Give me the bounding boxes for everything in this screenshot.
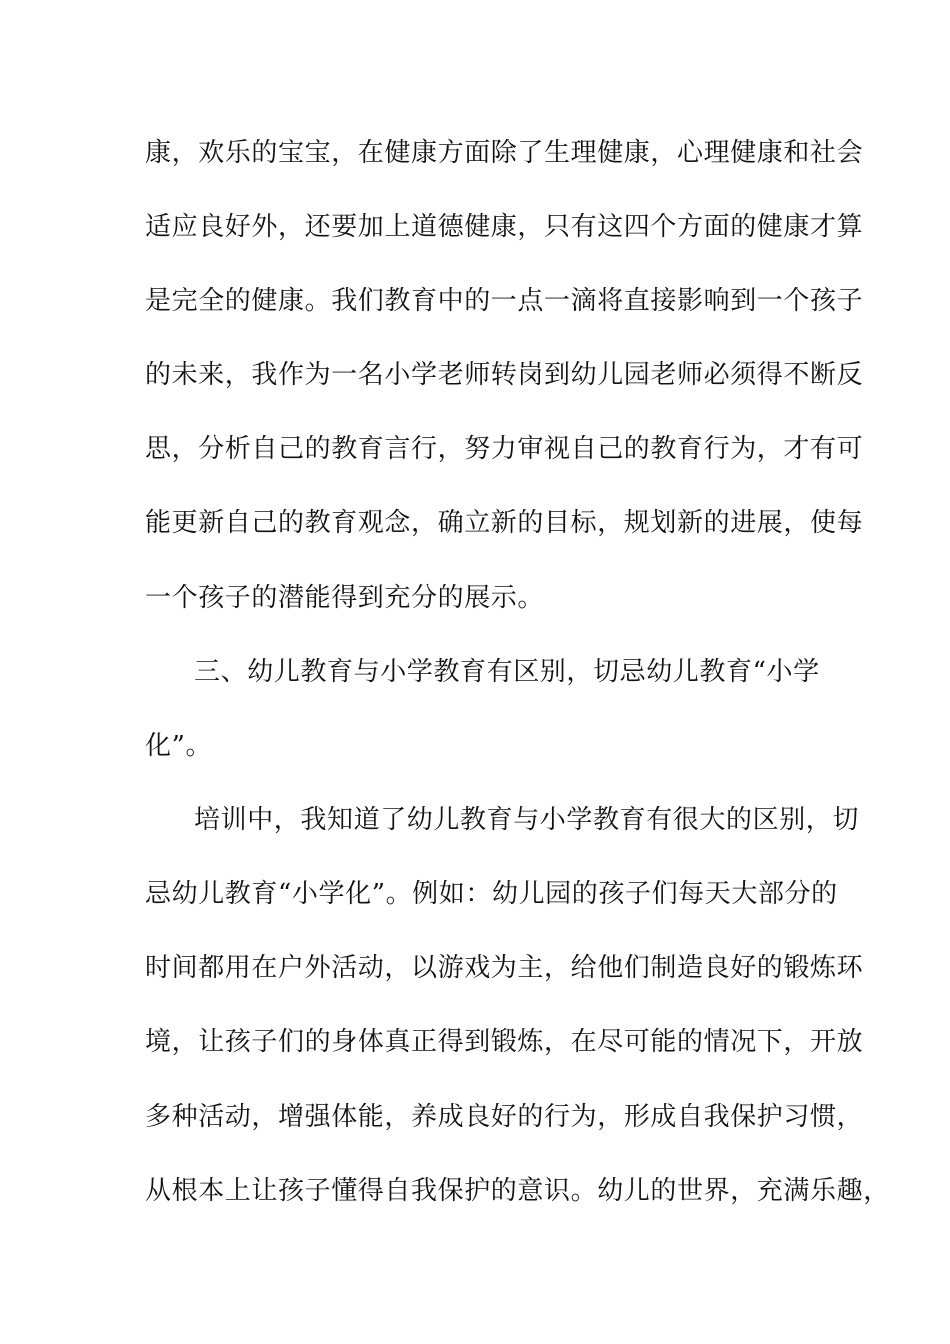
body-text-line: 多种活动，增强体能，养成良好的行为，形成自我保护习惯， [145, 1102, 864, 1132]
body-text-line: 适应良好外，还要加上道德健康，只有这四个方面的健康才算 [145, 212, 864, 242]
body-text-line: 能更新自己的教育观念，确立新的目标，规划新的进展，使每 [145, 508, 864, 538]
body-text-line: 时间都用在户外活动，以游戏为主，给他们制造良好的锻炼环 [145, 953, 864, 983]
body-text-line: 一个孩子的潜能得到充分的展示。 [145, 583, 545, 613]
body-text-line: 从根本上让孩子懂得自我保护的意识。幼儿的世界，充满乐趣， [145, 1176, 890, 1206]
body-text-line: 忌幼儿教育“小学化”。例如：幼儿园的孩子们每天大部分的 [145, 879, 838, 909]
section-heading-line: 三、幼儿教育与小学教育有区别，切忌幼儿教育“小学 [194, 657, 820, 687]
body-text-line: 康，欢乐的宝宝，在健康方面除了生理健康，心理健康和社会 [145, 138, 864, 168]
body-text-line: 思，分析自己的教育言行，努力审视自己的教育行为，才有可 [145, 434, 864, 464]
section-heading-line: 化”。 [145, 731, 213, 761]
body-text-line: 的未来，我作为一名小学老师转岗到幼儿园老师必须得不断反 [145, 360, 864, 390]
body-text-line: 培训中，我知道了幼儿教育与小学教育有很大的区别，切 [194, 805, 860, 835]
body-text-line: 是完全的健康。我们教育中的一点一滴将直接影响到一个孩子 [145, 286, 864, 316]
body-text-line: 境，让孩子们的身体真正得到锻炼，在尽可能的情况下，开放 [145, 1027, 864, 1057]
